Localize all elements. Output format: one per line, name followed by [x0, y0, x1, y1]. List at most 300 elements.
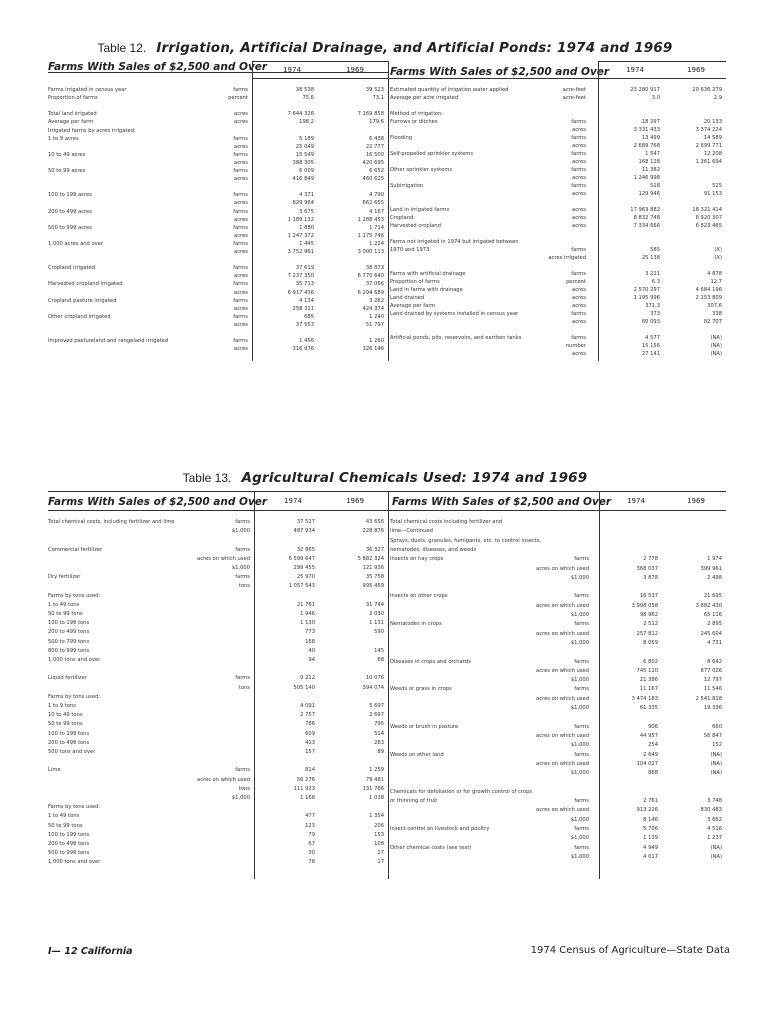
- row-value-1969: 43 656: [365, 519, 384, 525]
- row-value-1969: 8 920 307: [695, 215, 722, 221]
- row-unit: acres: [234, 249, 248, 255]
- row-unit: acres: [234, 305, 248, 312]
- row-unit: acres on which used: [536, 732, 589, 739]
- row-value-1969: (NA): [710, 351, 722, 357]
- row-value-1969: (NA): [710, 343, 722, 349]
- row-unit: $1,000: [570, 639, 589, 646]
- row-value-1974: 3.0: [651, 95, 660, 101]
- row-value-1969: 283: [374, 739, 384, 746]
- row-unit: farms: [233, 297, 248, 304]
- row-value-1969: 877 026: [700, 667, 722, 674]
- row-value-1969: 39 523: [365, 87, 384, 93]
- row-value-1969: 51 797: [365, 321, 384, 328]
- row-value-1969: 108: [374, 841, 384, 847]
- row-value-1969: 2 699 771: [695, 143, 722, 149]
- row-unit: farms: [233, 224, 248, 231]
- table13-top-rule: [48, 491, 726, 492]
- row-value-1974: 60 093: [641, 319, 660, 325]
- row-unit: farms: [233, 338, 248, 345]
- row-unit: $1,000: [570, 816, 589, 823]
- row-unit: acres: [572, 127, 586, 133]
- table-row: [48, 647, 388, 656]
- table13-left-year-1974: 1974: [284, 497, 302, 505]
- row-value-1969: 179.6: [369, 119, 384, 126]
- table-row: [48, 757, 388, 766]
- row-label: Average per acre irrigated: [390, 95, 459, 101]
- row-value-1969: 394 074: [362, 684, 384, 691]
- table-row: [48, 684, 388, 693]
- row-label: Farms by tons used:: [48, 804, 101, 811]
- row-value-1969: 22 777: [365, 143, 384, 150]
- row-label: nematodes, diseases, and weeds: [390, 546, 477, 553]
- row-label: Farms not irrigated in 1974 but irrigated between: [390, 239, 519, 245]
- row-value-1969: 21 695: [703, 593, 722, 600]
- row-value-1974: 168 128: [638, 159, 660, 165]
- row-value-1974: 16 537: [639, 593, 658, 600]
- row-unit: farms: [574, 556, 589, 563]
- row-value-1974: 1 880: [299, 224, 314, 231]
- row-unit: acres on which used: [536, 630, 589, 637]
- table-row: [390, 565, 726, 574]
- row-label: Liquid fertilizer: [48, 675, 87, 682]
- row-unit: acres on which used: [197, 776, 250, 783]
- row-value-1974: 32 865: [296, 546, 315, 553]
- table-row: [390, 825, 726, 834]
- row-label: 10 to 49 acres: [48, 151, 86, 158]
- row-unit: acres: [572, 287, 586, 293]
- row-label: Lime: [48, 767, 61, 774]
- row-label: Diseases in crops and orchards: [390, 658, 471, 665]
- row-value-1974: 257 812: [636, 630, 658, 637]
- row-value-1969: 17: [377, 859, 384, 866]
- table-row: [48, 711, 388, 720]
- row-unit: acre-feet: [562, 87, 586, 93]
- row-label: Cropland irrigated: [48, 265, 96, 272]
- row-value-1969: 153: [374, 831, 384, 838]
- row-value-1974: 168: [305, 638, 315, 645]
- page-footer-right: 1974 Census of Agriculture—State Data: [530, 945, 730, 956]
- row-label: 100 to 199 acres: [48, 192, 92, 199]
- row-value-1974: 1 189 132: [287, 216, 314, 223]
- row-label: 50 to 99 acres: [48, 168, 86, 174]
- row-value-1974: 371.3: [645, 303, 660, 309]
- row-label: 1 to 9 tons: [48, 703, 76, 709]
- row-value-1974: 2 757: [300, 712, 315, 719]
- table-row: [390, 806, 726, 815]
- row-value-1969: 3 882 430: [695, 602, 722, 609]
- row-label: Estimated quantity of irrigation water applied: [390, 87, 509, 93]
- row-value-1969: (X): [714, 247, 722, 253]
- row-value-1974: 67: [308, 841, 315, 847]
- table-row: [48, 831, 388, 840]
- table13-left-year-1969: 1969: [346, 497, 364, 505]
- row-label: Farms by tons used:: [48, 592, 101, 599]
- row-label: 1,000 tons and over: [48, 657, 101, 663]
- row-value-1974: 814: [305, 767, 315, 774]
- row-value-1969: 1 714: [369, 224, 384, 231]
- row-label: Flooding: [390, 135, 413, 141]
- table-row: [390, 676, 726, 685]
- table-row: [390, 602, 726, 611]
- row-value-1969: 525: [712, 183, 722, 189]
- table-row: [48, 573, 388, 582]
- table12-center-divider: [388, 61, 389, 361]
- row-value-1969: 662 655: [362, 200, 384, 207]
- table-row: [48, 748, 388, 757]
- row-unit: farms: [235, 675, 250, 682]
- row-value-1974: 98 962: [639, 612, 658, 618]
- row-unit: $1,000: [570, 853, 589, 860]
- row-label: 200 to 499 tons: [48, 841, 90, 847]
- row-label: Cropland pasture irrigated: [48, 297, 117, 304]
- row-value-1969: 1 175 746: [357, 232, 384, 239]
- table-row: [390, 695, 726, 704]
- row-value-1974: 3 878: [643, 574, 658, 581]
- row-value-1969: 326 146: [362, 346, 384, 353]
- row-value-1969: 65 116: [703, 612, 722, 618]
- table12-left-heading: Farms With Sales of $2,500 and Over: [48, 61, 268, 73]
- row-value-1974: 4 577: [645, 335, 660, 341]
- row-unit: farms: [233, 208, 248, 215]
- table-row: [390, 583, 726, 592]
- table-row: [48, 674, 388, 683]
- row-value-1974: 388 305: [292, 159, 314, 166]
- table13-heading-text: Agricultural Chemicals Used: 1974 and 1969: [241, 470, 588, 486]
- table-row: [48, 858, 388, 867]
- row-unit: acres on which used: [197, 555, 250, 562]
- table13-left-rows: [48, 518, 388, 878]
- table12-left-rows: [48, 86, 388, 366]
- row-unit: acres: [572, 207, 586, 213]
- row-value-1969: 145: [374, 647, 384, 654]
- row-value-1969: 830 483: [700, 807, 722, 814]
- row-label: Commercial fertilizer: [48, 546, 103, 553]
- row-value-1969: 995 459: [362, 583, 384, 590]
- row-value-1974: 11 167: [639, 686, 658, 693]
- table-row: [390, 620, 726, 629]
- row-value-1969: (NA): [710, 770, 722, 777]
- row-label: Harvested cropland irrigated: [48, 281, 123, 288]
- table12-right-year-1969: 1969: [687, 66, 705, 74]
- row-value-1969: 795: [374, 721, 384, 728]
- row-value-1974: 157: [305, 749, 315, 755]
- row-value-1974: 104 027: [636, 760, 658, 767]
- row-value-1969: 206: [374, 822, 384, 829]
- row-unit: farms: [233, 240, 248, 247]
- table-row: [390, 741, 726, 750]
- row-value-1969: 12 208: [703, 151, 722, 157]
- row-label: Subirrigation: [390, 183, 424, 189]
- table-row: [390, 834, 726, 843]
- table13-right-rows: [390, 518, 726, 878]
- row-unit: acres: [572, 351, 586, 357]
- row-unit: acres on which used: [536, 565, 589, 572]
- row-unit: $1,000: [570, 742, 589, 749]
- row-value-1969: 91 153: [703, 191, 722, 197]
- row-value-1974: 15 549: [295, 151, 314, 158]
- row-unit: tons: [238, 785, 250, 792]
- row-unit: farms: [574, 844, 589, 851]
- row-label: or thinning of fruit: [390, 798, 438, 804]
- row-value-1969: 1 361 694: [695, 159, 722, 165]
- row-unit: farms: [574, 593, 589, 600]
- row-value-1969: 6 823 465: [695, 223, 722, 229]
- table-row: [48, 527, 388, 536]
- row-unit: acres: [234, 119, 248, 126]
- row-label: lime—Continued: [390, 528, 433, 535]
- row-value-1974: 3 908 058: [631, 602, 658, 609]
- row-label: 100 to 199 tons: [48, 620, 90, 627]
- row-label: 50 to 99 tons: [48, 721, 83, 728]
- row-value-1974: 27 141: [641, 351, 660, 357]
- table-row: [48, 794, 388, 803]
- row-unit: farms: [571, 119, 586, 125]
- table13-label: Table 13.: [182, 471, 232, 485]
- row-value-1974: 505 140: [293, 684, 315, 691]
- table12-title: [0, 40, 770, 56]
- table12-left-year-1974: 1974: [283, 66, 301, 74]
- row-value-1974: 40: [308, 647, 315, 654]
- table-row: [390, 704, 726, 713]
- row-label: 50 to 99 tons: [48, 611, 83, 617]
- table-row: [48, 610, 388, 619]
- table-row: [390, 853, 726, 862]
- row-label: Farms by tons used:: [48, 693, 101, 700]
- row-value-1969: 6 770 640: [357, 273, 384, 280]
- row-unit: acres: [572, 303, 586, 309]
- row-label: Farms irrigated in census year: [48, 87, 127, 93]
- row-value-1974: 3 474 183: [631, 695, 658, 702]
- row-label: 500 tons and over: [48, 749, 96, 755]
- table-row: [48, 345, 388, 354]
- row-unit: farms: [233, 265, 248, 272]
- row-value-1974: 23 280 917: [630, 87, 660, 93]
- row-value-1974: 13 499: [641, 135, 660, 141]
- row-value-1974: 585: [650, 247, 660, 253]
- row-unit: farms: [574, 798, 589, 804]
- table-row: [48, 601, 388, 610]
- row-unit: acre-feet: [562, 95, 586, 101]
- row-unit: farms: [571, 135, 586, 141]
- table-row: [390, 778, 726, 787]
- row-unit: $1,000: [231, 795, 250, 801]
- table-row: [48, 849, 388, 858]
- row-unit: acres: [234, 232, 248, 239]
- table-row: [390, 611, 726, 620]
- row-value-1969: 82 707: [703, 319, 722, 325]
- table-row: [390, 713, 726, 722]
- table-row: [390, 732, 726, 741]
- row-value-1974: 123: [305, 822, 315, 829]
- row-unit: acres on which used: [536, 695, 589, 702]
- row-unit: farms: [574, 825, 589, 832]
- table13-center-divider: [388, 491, 389, 879]
- table12-right-top-rule: [598, 61, 726, 62]
- row-label: 200 to 499 tons: [48, 629, 90, 636]
- row-label: Land drained by systems installed in census year: [390, 311, 519, 317]
- row-value-1969: 4 731: [707, 639, 722, 646]
- row-value-1974: 2 761: [643, 798, 658, 804]
- row-value-1974: 2 649: [643, 751, 658, 758]
- row-label: Insects on other crops: [390, 593, 448, 600]
- row-value-1974: 7 334 666: [633, 223, 660, 229]
- row-unit: farms: [574, 723, 589, 730]
- row-value-1974: 6 599 647: [288, 555, 315, 562]
- row-unit: farms: [233, 151, 248, 158]
- row-value-1974: 75.6: [302, 95, 314, 102]
- row-unit: acres: [572, 191, 586, 197]
- row-label: Other cropland irrigated: [48, 313, 111, 320]
- row-label: 800 to 999 tons: [48, 647, 90, 654]
- table13-left-heading: Farms With Sales of $2,500 and Over: [48, 496, 268, 508]
- row-value-1974: 8 146: [643, 816, 658, 823]
- row-value-1974: 1 168: [300, 795, 315, 801]
- table-row: [48, 536, 388, 545]
- row-label: Insect control on livestock and poultry: [390, 825, 490, 832]
- row-value-1974: 413: [305, 739, 315, 746]
- row-value-1969: 3 748: [707, 798, 722, 804]
- row-value-1974: 78: [308, 859, 315, 866]
- row-value-1969: 245 604: [700, 630, 722, 637]
- table13-year-rule: [48, 510, 726, 511]
- table12-left-year-1969: 1969: [346, 66, 364, 74]
- table-row: [390, 537, 726, 546]
- row-value-1974: 487 934: [293, 528, 315, 535]
- table-row: [48, 564, 388, 573]
- row-unit: acres: [234, 289, 248, 296]
- table-row: [390, 723, 726, 732]
- table-row: [390, 555, 726, 564]
- row-value-1974: 6.3: [651, 279, 660, 285]
- row-unit: acres: [234, 273, 248, 280]
- row-unit: farms: [233, 192, 248, 199]
- row-value-1969: 56 847: [703, 732, 722, 739]
- row-unit: acres on which used: [536, 760, 589, 767]
- row-value-1974: 299 455: [293, 565, 315, 571]
- row-value-1974: 79: [308, 831, 315, 838]
- table-row: [48, 702, 388, 711]
- table12-left-year-rule: [252, 78, 388, 79]
- row-value-1974: 1 246 998: [633, 175, 660, 181]
- table-row: [48, 592, 388, 601]
- row-value-1969: 460 625: [362, 176, 384, 183]
- row-value-1974: 3 752 961: [287, 249, 314, 255]
- row-value-1974: 198.2: [299, 119, 314, 126]
- table-row: [48, 766, 388, 775]
- table-row: [48, 812, 388, 821]
- row-unit: farms: [571, 247, 586, 253]
- row-value-1974: 129 946: [638, 191, 660, 197]
- row-value-1974: 38 538: [295, 87, 314, 93]
- row-value-1974: 6 917 436: [287, 289, 314, 296]
- table13-title: [0, 470, 770, 486]
- row-value-1974: 629 964: [292, 200, 314, 207]
- row-value-1974: 3 331 433: [633, 127, 660, 133]
- row-unit: farms: [571, 167, 586, 173]
- row-unit: acres: [234, 159, 248, 166]
- row-label: Dry fertilizer: [48, 574, 81, 581]
- row-value-1969: 18 321 414: [692, 207, 722, 213]
- row-value-1969: 1 131: [369, 620, 384, 627]
- row-label: Land in irrigated farms: [390, 207, 450, 213]
- row-label: Weeds or brush in pasture: [390, 723, 459, 730]
- row-value-1974: 4 091: [300, 703, 315, 709]
- row-value-1969: 36 327: [365, 546, 384, 553]
- row-unit: $1,000: [570, 770, 589, 777]
- table-row: [48, 803, 388, 812]
- row-value-1974: 4 949: [643, 844, 658, 851]
- row-label: Weeds or grass in crops: [390, 686, 452, 693]
- row-value-1974: 1 130: [300, 620, 315, 627]
- row-value-1969: (X): [714, 255, 722, 261]
- table-row: [48, 739, 388, 748]
- row-unit: $1,000: [231, 528, 250, 535]
- row-value-1974: 3 221: [645, 271, 660, 277]
- row-value-1974: 416 849: [292, 176, 314, 183]
- row-unit: number: [565, 343, 586, 349]
- row-value-1974: 61 335: [639, 705, 658, 711]
- row-value-1969: 590: [374, 629, 384, 636]
- row-unit: farms: [574, 686, 589, 693]
- row-label: Artificial ponds, pits, reservoirs, and earthen tanks: [390, 335, 522, 341]
- row-unit: farms: [571, 183, 586, 189]
- row-value-1969: 424 374: [362, 305, 384, 312]
- row-label: Improved pastureland and rangeland irrigated: [48, 338, 169, 345]
- row-unit: acres: [234, 346, 248, 353]
- row-unit: acres: [572, 175, 586, 181]
- row-value-1969: 11 546: [703, 686, 722, 693]
- row-value-1969: 3 000 113: [357, 249, 384, 255]
- row-unit: acres: [572, 295, 586, 301]
- table-row: [48, 665, 388, 674]
- row-unit: $1,000: [570, 612, 589, 618]
- table-row: [390, 527, 726, 536]
- row-label: 1 to 49 tons: [48, 601, 80, 608]
- row-value-1969: 4 878: [707, 271, 722, 277]
- row-value-1974: 254: [648, 742, 658, 749]
- table13-right-year-1969: 1969: [687, 497, 705, 505]
- table12-left-top-rule: [252, 61, 388, 62]
- row-value-1974: 477: [305, 813, 315, 820]
- row-unit: acres on which used: [536, 667, 589, 674]
- row-value-1969: 1 259: [369, 767, 384, 774]
- row-value-1969: 3 374 224: [695, 127, 722, 133]
- table13-right-heading: Farms With Sales of $2,500 and Over: [392, 496, 612, 508]
- row-value-1974: 2 570 297: [633, 287, 660, 293]
- row-unit: farms: [233, 313, 248, 320]
- row-value-1969: 68: [377, 657, 384, 663]
- row-value-1974: 94: [308, 657, 315, 663]
- row-unit: acres on which used: [536, 807, 589, 814]
- row-label: Other sprinkler systems: [390, 167, 453, 173]
- row-value-1974: 2 689 768: [633, 143, 660, 149]
- row-value-1974: 21 761: [296, 601, 315, 608]
- row-value-1969: 2 498: [707, 574, 722, 581]
- table-row: [390, 760, 726, 769]
- row-value-1974: 30: [308, 850, 315, 857]
- row-value-1969: (NA): [710, 751, 722, 758]
- row-label: Other chemical costs (see text): [390, 844, 472, 851]
- row-value-1969: 79 481: [365, 776, 384, 783]
- row-unit: farms: [235, 519, 250, 525]
- row-unit: $1,000: [570, 574, 589, 581]
- row-value-1974: 373: [650, 311, 660, 317]
- row-unit: farms: [233, 135, 248, 142]
- row-unit: acres: [234, 143, 248, 150]
- row-value-1969: 6 438: [369, 135, 384, 142]
- row-unit: acres: [572, 143, 586, 149]
- row-label: 100 to 199 tons: [48, 831, 90, 838]
